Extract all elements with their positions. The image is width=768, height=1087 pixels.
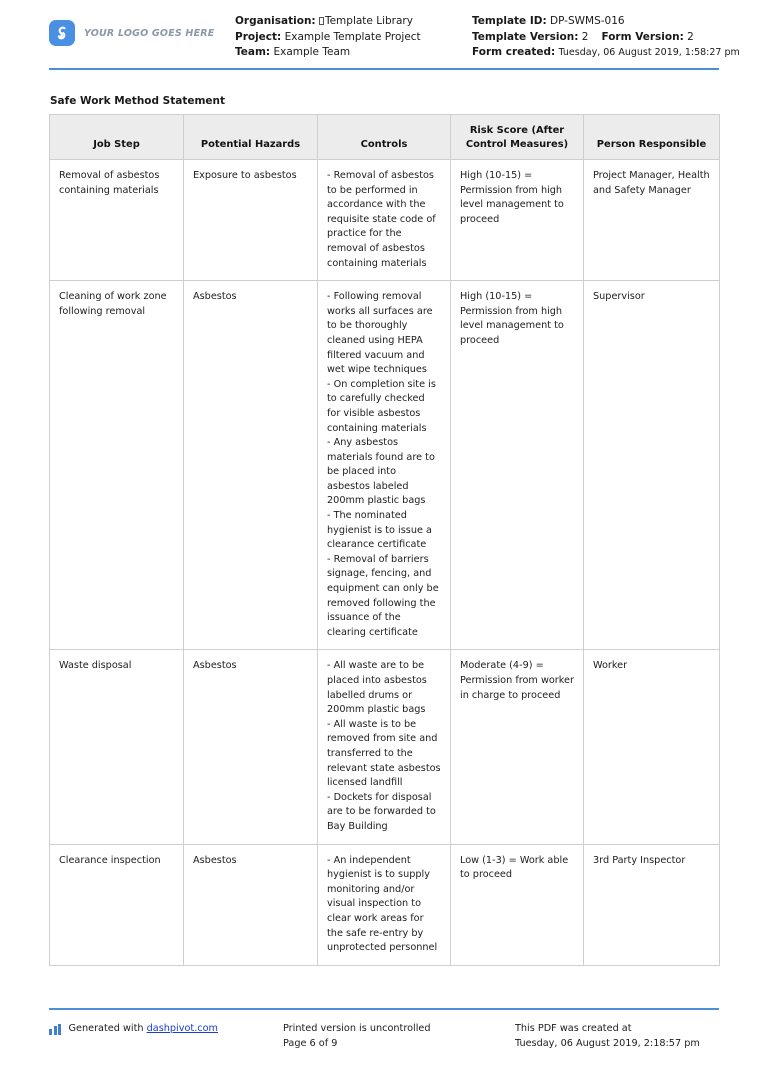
- footer-generated-prefix: Generated with: [68, 1023, 144, 1034]
- column-header-job-step: Job Step: [50, 115, 184, 160]
- header-field-team-value: Example Team: [273, 46, 351, 58]
- control-line: - On completion site is to carefully checked for visible asbestos containing materials: [327, 378, 436, 434]
- missing-glyph-icon: [319, 17, 324, 25]
- header-field-form-created-label: Form created:: [472, 46, 556, 58]
- bar-chart-icon: [49, 1024, 63, 1035]
- header-field-template-id: [472, 14, 719, 30]
- footer-pdf-created-value: Tuesday, 06 August 2019, 2:18:57 pm: [515, 1037, 700, 1049]
- header-field-team-label: Team:: [235, 46, 271, 58]
- cell-potential-hazards: Asbestos: [184, 281, 318, 650]
- cell-person-responsible: Project Manager, Health and Safety Manager: [584, 160, 720, 281]
- header-field-template-id-label: Template ID:: [472, 15, 547, 27]
- column-header-controls: Controls: [318, 115, 451, 160]
- footer-generated-text: [69, 1022, 218, 1037]
- control-line: - Removal of asbestos to be performed in accordance with the requisite state code of practice for the removal of asbestos containing materials: [327, 170, 436, 269]
- header-field-form-created: [472, 45, 740, 61]
- header-field-project: [235, 30, 472, 46]
- cell-risk-score: Low (1-3) = Work able to proceed: [451, 844, 584, 965]
- cell-risk-score: High (10-15) = Permission from high level management to proceed: [451, 281, 584, 650]
- cell-potential-hazards: Asbestos: [184, 650, 318, 844]
- footer-page-number: Page 6 of 9: [283, 1037, 338, 1049]
- page-title: Safe Work Method Statement: [50, 95, 226, 107]
- footer-generated-with: [49, 1022, 283, 1051]
- control-line: - All waste is to be removed from site and transferred to the relevant state asbestos licensed landfill: [327, 718, 441, 789]
- document-footer: [49, 1022, 719, 1051]
- cell-potential-hazards: Exposure to asbestos: [184, 160, 318, 281]
- header-field-project-label: Project:: [235, 30, 282, 43]
- table-row: [50, 650, 720, 844]
- table-row: [50, 160, 720, 281]
- swms-table-wrapper: [49, 114, 719, 966]
- table-header-row: [50, 115, 720, 160]
- control-line: - The nominated hygienist is to issue a clearance certificate: [327, 510, 432, 551]
- column-header-risk-score: Risk Score (After Control Measures): [451, 115, 584, 160]
- cell-risk-score: Moderate (4-9) = Permission from worker in charge to proceed: [451, 650, 584, 844]
- header-field-template-version-value: 2: [581, 30, 589, 43]
- cell-controls: [318, 650, 451, 844]
- footer-print-notice: [283, 1022, 515, 1051]
- table-row: [50, 844, 720, 965]
- cell-person-responsible: Worker: [584, 650, 720, 844]
- control-line: - All waste are to be placed into asbestos labelled drums or 200mm plastic bags: [327, 660, 427, 716]
- header-field-form-created-value: Tuesday, 06 August 2019, 1:58:27 pm: [558, 47, 740, 58]
- control-line: - Any asbestos materials found are to be placed into asbestos labeled 200mm plastic bags: [327, 437, 435, 507]
- cell-person-responsible: 3rd Party Inspector: [584, 844, 720, 965]
- header-field-organisation: [235, 14, 472, 30]
- header-field-project-value: Example Template Project: [284, 30, 421, 43]
- cell-risk-score: High (10-15) = Permission from high level management to proceed: [451, 160, 584, 281]
- header-field-organisation-value: Template Library: [324, 15, 413, 27]
- header-field-versions: [472, 30, 719, 46]
- cell-controls: [318, 160, 451, 281]
- header-field-template-id-value: DP-SWMS-016: [550, 15, 625, 27]
- header-divider: [49, 68, 719, 70]
- cell-job-step: Clearance inspection: [50, 844, 184, 965]
- column-header-person-responsible: Person Responsible: [584, 115, 720, 160]
- cell-job-step: Waste disposal: [50, 650, 184, 844]
- swms-table: [49, 114, 720, 966]
- control-line: - Dockets for disposal are to be forwarded to Bay Building: [327, 791, 436, 832]
- company-logo-icon: [49, 20, 75, 46]
- header-field-form-version-value: 2: [687, 30, 694, 43]
- cell-controls: [318, 844, 451, 965]
- header-field-form-version-label: Form Version:: [601, 30, 684, 43]
- dashpivot-link[interactable]: dashpivot.com: [146, 1023, 218, 1034]
- header-field-team: [235, 45, 472, 61]
- footer-pdf-created: [515, 1022, 719, 1051]
- column-header-potential-hazards: Potential Hazards: [184, 115, 318, 160]
- logo-block: [49, 14, 235, 46]
- table-row: [50, 281, 720, 650]
- cell-job-step: Removal of asbestos containing materials: [50, 160, 184, 281]
- header-meta-left: [235, 14, 472, 61]
- header-field-organisation-label: Organisation:: [235, 15, 316, 27]
- header-field-template-version-label: Template Version:: [472, 30, 579, 43]
- control-line: - Following removal works all surfaces are to be thoroughly cleaned using HEPA filtered vacuum and wet wipe techniques: [327, 291, 433, 376]
- cell-job-step: Cleaning of work zone following removal: [50, 281, 184, 650]
- cell-person-responsible: Supervisor: [584, 281, 720, 650]
- footer-printed-version-text: Printed version is uncontrolled: [283, 1023, 431, 1034]
- cell-potential-hazards: Asbestos: [184, 844, 318, 965]
- footer-divider: [49, 1008, 719, 1010]
- control-line: - Removal of barriers signage, fencing, and equipment can only be removed following the issuance of the clearing certificate: [327, 553, 439, 638]
- header-meta-right: [472, 14, 740, 61]
- footer-pdf-created-label: This PDF was created at: [515, 1023, 632, 1034]
- cell-controls: [318, 281, 451, 650]
- control-line: - An independent hygienist is to supply monitoring and/or visual inspection to clear work areas for the safe re-entry by unprotected personnel: [327, 854, 438, 954]
- logo-placeholder-text: YOUR LOGO GOES HERE: [84, 27, 215, 39]
- document-header: [49, 14, 740, 62]
